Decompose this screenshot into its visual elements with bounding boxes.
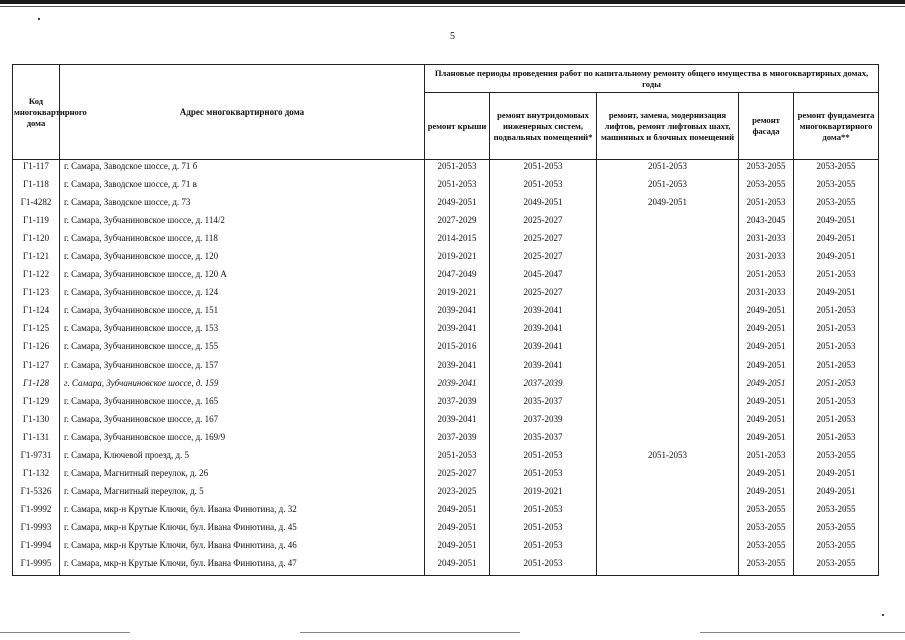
cell-facade: 2049-2051: [739, 359, 794, 377]
cell-engineering: 2045-2047: [490, 268, 597, 286]
cell-foundation: 2051-2053: [794, 359, 879, 377]
cell-facade: 2049-2051: [739, 340, 794, 358]
cell-engineering: 2049-2051: [490, 196, 597, 214]
cell-elevators: [597, 214, 739, 232]
cell-code: Г1-129: [13, 395, 60, 413]
cell-roof: 2049-2051: [425, 557, 490, 576]
cell-address: г. Самара, Зубчаниновское шоссе, д. 165: [60, 395, 425, 413]
cell-elevators: [597, 521, 739, 539]
cell-elevators: [597, 250, 739, 268]
cell-engineering: 2051-2053: [490, 449, 597, 467]
table-row: [13, 232, 879, 250]
cell-roof: 2037-2039: [425, 431, 490, 449]
table-body: [13, 160, 879, 576]
cell-address: г. Самара, Зубчаниновское шоссе, д. 120 А: [60, 268, 425, 286]
cell-elevators: [597, 557, 739, 576]
header-code: Код многоквартирного дома: [13, 65, 60, 160]
cell-elevators: [597, 304, 739, 322]
cell-code: Г1-5326: [13, 485, 60, 503]
cell-foundation: 2049-2051: [794, 214, 879, 232]
header-elevators: ремонт, замена, модернизация лифтов, ремонт лифтовых шахт, машинных и блочных помещений: [597, 93, 739, 160]
cell-address: г. Самара, Зубчаниновское шоссе, д. 124: [60, 286, 425, 304]
cell-foundation: 2051-2053: [794, 377, 879, 395]
table-row: [13, 557, 879, 576]
cell-roof: 2037-2039: [425, 395, 490, 413]
cell-foundation: 2049-2051: [794, 232, 879, 250]
header-address: Адрес многоквартирного дома: [60, 65, 425, 160]
cell-address: г. Самара, Зубчаниновское шоссе, д. 151: [60, 304, 425, 322]
cell-facade: 2049-2051: [739, 322, 794, 340]
cell-elevators: [597, 322, 739, 340]
cell-code: Г1-9993: [13, 521, 60, 539]
cell-roof: 2023-2025: [425, 485, 490, 503]
bottom-border-line: [300, 632, 520, 633]
cell-engineering: 2037-2039: [490, 413, 597, 431]
cell-foundation: 2053-2055: [794, 539, 879, 557]
cell-roof: 2019-2021: [425, 250, 490, 268]
cell-elevators: [597, 395, 739, 413]
table-row: [13, 503, 879, 521]
cell-elevators: [597, 485, 739, 503]
top-border-line: [0, 0, 905, 4]
cell-roof: 2014-2015: [425, 232, 490, 250]
cell-elevators: [597, 340, 739, 358]
cell-code: Г1-123: [13, 286, 60, 304]
cell-address: г. Самара, Зубчаниновское шоссе, д. 118: [60, 232, 425, 250]
cell-roof: 2049-2051: [425, 521, 490, 539]
cell-elevators: 2049-2051: [597, 196, 739, 214]
cell-facade: 2053-2055: [739, 178, 794, 196]
cell-code: Г1-132: [13, 467, 60, 485]
cell-code: Г1-125: [13, 322, 60, 340]
cell-roof: 2051-2053: [425, 449, 490, 467]
table-row: [13, 395, 879, 413]
header-engineering: ремонт внутридомовых инженерных систем, подвальных помещений*: [490, 93, 597, 160]
cell-facade: 2049-2051: [739, 485, 794, 503]
cell-facade: 2053-2055: [739, 160, 794, 179]
cell-roof: 2025-2027: [425, 467, 490, 485]
cell-address: г. Самара, Зубчаниновское шоссе, д. 157: [60, 359, 425, 377]
cell-facade: 2031-2033: [739, 250, 794, 268]
cell-roof: 2047-2049: [425, 268, 490, 286]
cell-foundation: 2049-2051: [794, 467, 879, 485]
cell-facade: 2031-2033: [739, 232, 794, 250]
cell-code: Г1-117: [13, 160, 60, 179]
cell-code: Г1-9994: [13, 539, 60, 557]
page-number: 5: [450, 31, 455, 42]
bottom-border-line: [700, 632, 905, 633]
cell-engineering: 2039-2041: [490, 322, 597, 340]
cell-code: Г1-121: [13, 250, 60, 268]
cell-elevators: [597, 359, 739, 377]
scan-speck: [38, 18, 40, 20]
cell-engineering: 2037-2039: [490, 377, 597, 395]
cell-roof: 2019-2021: [425, 286, 490, 304]
cell-address: г. Самара, Зубчаниновское шоссе, д. 114/2: [60, 214, 425, 232]
table-row: [13, 178, 879, 196]
cell-foundation: 2053-2055: [794, 503, 879, 521]
table-header: [13, 65, 879, 160]
cell-address: г. Самара, Заводское шоссе, д. 73: [60, 196, 425, 214]
cell-engineering: 2035-2037: [490, 395, 597, 413]
cell-facade: 2049-2051: [739, 304, 794, 322]
cell-address: г. Самара, Магнитный переулок, д. 5: [60, 485, 425, 503]
cell-address: г. Самара, Заводское шоссе, д. 71 б: [60, 160, 425, 179]
cell-elevators: [597, 467, 739, 485]
cell-facade: 2043-2045: [739, 214, 794, 232]
cell-engineering: 2025-2027: [490, 250, 597, 268]
cell-engineering: 2039-2041: [490, 340, 597, 358]
repair-schedule-table: [12, 64, 879, 576]
table-row: [13, 214, 879, 232]
cell-roof: 2049-2051: [425, 503, 490, 521]
cell-facade: 2053-2055: [739, 503, 794, 521]
cell-code: Г1-119: [13, 214, 60, 232]
cell-foundation: 2051-2053: [794, 322, 879, 340]
table-row: [13, 485, 879, 503]
cell-foundation: 2049-2051: [794, 250, 879, 268]
cell-facade: 2053-2055: [739, 557, 794, 576]
table-row: [13, 467, 879, 485]
cell-address: г. Самара, Ключевой проезд, д. 5: [60, 449, 425, 467]
cell-code: Г1-9995: [13, 557, 60, 576]
table-row: [13, 539, 879, 557]
table-row: [13, 340, 879, 358]
cell-address: г. Самара, Заводское шоссе, д. 71 в: [60, 178, 425, 196]
cell-engineering: 2035-2037: [490, 431, 597, 449]
cell-elevators: [597, 413, 739, 431]
cell-address: г. Самара, Зубчаниновское шоссе, д. 167: [60, 413, 425, 431]
cell-code: Г1-126: [13, 340, 60, 358]
cell-code: Г1-124: [13, 304, 60, 322]
cell-elevators: [597, 286, 739, 304]
cell-address: г. Самара, Зубчаниновское шоссе, д. 159: [60, 377, 425, 395]
header-roof: ремонт крыши: [425, 93, 490, 160]
cell-address: г. Самара, Зубчаниновское шоссе, д. 169/9: [60, 431, 425, 449]
cell-roof: 2051-2053: [425, 160, 490, 179]
cell-address: г. Самара, Магнитный переулок, д. 26: [60, 467, 425, 485]
table-row: [13, 359, 879, 377]
cell-address: г. Самара, мкр-н Крутые Ключи, бул. Ивана Финютина, д. 47: [60, 557, 425, 576]
table-row: [13, 322, 879, 340]
cell-engineering: 2051-2053: [490, 539, 597, 557]
header-periods-group: Плановые периоды проведения работ по капитальному ремонту общего имущества в многоквартирных домах, годы: [425, 65, 879, 93]
cell-elevators: 2051-2053: [597, 160, 739, 179]
cell-roof: 2039-2041: [425, 377, 490, 395]
cell-foundation: 2051-2053: [794, 431, 879, 449]
header-facade: ремонт фасада: [739, 93, 794, 160]
cell-foundation: 2053-2055: [794, 178, 879, 196]
top-border-line-thin: [0, 6, 905, 7]
cell-engineering: 2025-2027: [490, 286, 597, 304]
cell-elevators: [597, 232, 739, 250]
cell-code: Г1-131: [13, 431, 60, 449]
cell-foundation: 2051-2053: [794, 304, 879, 322]
cell-roof: 2027-2029: [425, 214, 490, 232]
table-row: [13, 268, 879, 286]
cell-foundation: 2053-2055: [794, 160, 879, 179]
cell-facade: 2049-2051: [739, 377, 794, 395]
table-row: [13, 160, 879, 179]
cell-roof: 2039-2041: [425, 304, 490, 322]
cell-address: г. Самара, мкр-н Крутые Ключи, бул. Ивана Финютина, д. 45: [60, 521, 425, 539]
table-row: [13, 521, 879, 539]
table-row: [13, 286, 879, 304]
cell-foundation: 2053-2055: [794, 557, 879, 576]
cell-elevators: 2051-2053: [597, 178, 739, 196]
cell-engineering: 2051-2053: [490, 178, 597, 196]
table-row: [13, 250, 879, 268]
cell-elevators: [597, 431, 739, 449]
cell-code: Г1-118: [13, 178, 60, 196]
cell-address: г. Самара, Зубчаниновское шоссе, д. 155: [60, 340, 425, 358]
cell-engineering: 2051-2053: [490, 557, 597, 576]
cell-roof: 2049-2051: [425, 539, 490, 557]
cell-facade: 2049-2051: [739, 467, 794, 485]
table-row: [13, 304, 879, 322]
table-row: [13, 377, 879, 395]
cell-address: г. Самара, Зубчаниновское шоссе, д. 153: [60, 322, 425, 340]
cell-foundation: 2053-2055: [794, 449, 879, 467]
bottom-border-line: [0, 632, 130, 633]
cell-foundation: 2053-2055: [794, 521, 879, 539]
cell-engineering: 2039-2041: [490, 359, 597, 377]
cell-elevators: [597, 377, 739, 395]
cell-engineering: 2051-2053: [490, 467, 597, 485]
cell-facade: 2049-2051: [739, 413, 794, 431]
cell-facade: 2049-2051: [739, 395, 794, 413]
cell-engineering: 2039-2041: [490, 304, 597, 322]
cell-address: г. Самара, Зубчаниновское шоссе, д. 120: [60, 250, 425, 268]
cell-code: Г1-128: [13, 377, 60, 395]
cell-code: Г1-127: [13, 359, 60, 377]
table-row: [13, 431, 879, 449]
cell-elevators: [597, 268, 739, 286]
cell-engineering: 2019-2021: [490, 485, 597, 503]
cell-roof: 2049-2051: [425, 196, 490, 214]
cell-foundation: 2053-2055: [794, 196, 879, 214]
table-row: [13, 413, 879, 431]
cell-address: г. Самара, мкр-н Крутые Ключи, бул. Ивана Финютина, д. 46: [60, 539, 425, 557]
table-row: [13, 196, 879, 214]
cell-facade: 2053-2055: [739, 521, 794, 539]
cell-code: Г1-130: [13, 413, 60, 431]
cell-roof: 2039-2041: [425, 413, 490, 431]
cell-facade: 2031-2033: [739, 286, 794, 304]
cell-facade: 2051-2053: [739, 196, 794, 214]
cell-facade: 2051-2053: [739, 268, 794, 286]
scan-speck: [882, 614, 884, 616]
cell-engineering: 2025-2027: [490, 214, 597, 232]
cell-foundation: 2049-2051: [794, 485, 879, 503]
cell-facade: 2051-2053: [739, 449, 794, 467]
cell-elevators: [597, 539, 739, 557]
cell-facade: 2053-2055: [739, 539, 794, 557]
cell-foundation: 2051-2053: [794, 413, 879, 431]
cell-roof: 2051-2053: [425, 178, 490, 196]
cell-facade: 2049-2051: [739, 431, 794, 449]
cell-elevators: 2051-2053: [597, 449, 739, 467]
cell-address: г. Самара, мкр-н Крутые Ключи, бул. Ивана Финютина, д. 32: [60, 503, 425, 521]
table-row: [13, 449, 879, 467]
cell-elevators: [597, 503, 739, 521]
cell-code: Г1-120: [13, 232, 60, 250]
cell-engineering: 2051-2053: [490, 503, 597, 521]
cell-roof: 2015-2016: [425, 340, 490, 358]
header-foundation: ремонт фундамента многоквартирного дома**: [794, 93, 879, 160]
cell-foundation: 2051-2053: [794, 268, 879, 286]
cell-code: Г1-9731: [13, 449, 60, 467]
cell-foundation: 2051-2053: [794, 395, 879, 413]
cell-code: Г1-9992: [13, 503, 60, 521]
cell-code: Г1-122: [13, 268, 60, 286]
cell-foundation: 2051-2053: [794, 340, 879, 358]
cell-roof: 2039-2041: [425, 359, 490, 377]
cell-engineering: 2051-2053: [490, 160, 597, 179]
cell-engineering: 2025-2027: [490, 232, 597, 250]
cell-code: Г1-4282: [13, 196, 60, 214]
cell-roof: 2039-2041: [425, 322, 490, 340]
cell-engineering: 2051-2053: [490, 521, 597, 539]
cell-foundation: 2049-2051: [794, 286, 879, 304]
